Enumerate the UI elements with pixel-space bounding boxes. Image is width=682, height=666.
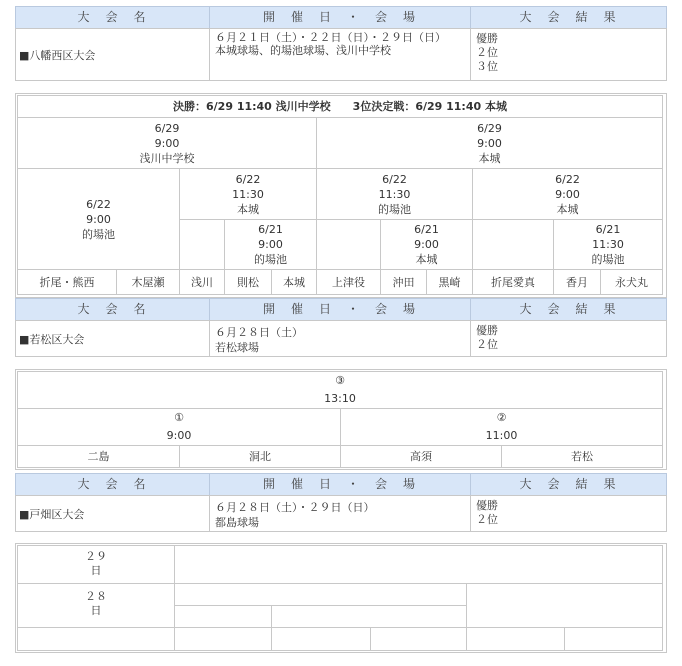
- match-time: 9:00: [258, 238, 283, 251]
- match-venue: 的場池: [82, 227, 115, 241]
- team-cell: 本城: [271, 269, 317, 295]
- quarterfinal-2: [179, 168, 317, 220]
- match-venue: 浅川中学校: [139, 151, 195, 165]
- team-cell: 永犬丸: [600, 269, 663, 295]
- match-time: 9:00: [414, 238, 439, 251]
- result-winner: 優勝: [476, 324, 498, 337]
- team-cell: [174, 627, 272, 651]
- day-29-slot: [174, 545, 663, 584]
- match-time: 11:30: [378, 187, 411, 201]
- result-second: ２位: [476, 338, 498, 351]
- bracket-spacer: [179, 219, 225, 270]
- match-venue: 本城: [415, 253, 438, 266]
- match-venue: 本城: [236, 202, 259, 216]
- match-venue: 的場池: [378, 202, 411, 216]
- match-date: 6/22: [86, 197, 111, 211]
- header-result-1: 大 会 結 果: [470, 6, 667, 29]
- team-cell: 洞北: [179, 445, 341, 468]
- tournament-results-wakamatsu: [470, 320, 667, 357]
- bracket-spacer: [472, 219, 554, 270]
- team-cell: 香月: [553, 269, 601, 295]
- day-29-label: [17, 545, 175, 584]
- day-28-slot-c: [174, 605, 272, 628]
- team-cell: 上津役: [316, 269, 381, 295]
- header-result-2: 大 会 結 果: [470, 298, 667, 321]
- tournament-dates: ６月２１日（土）・２２日（日）・２９日（日）: [215, 31, 446, 44]
- semifinal-left: [17, 117, 317, 169]
- game-2: [340, 408, 663, 446]
- day-28-label: [17, 583, 175, 628]
- team-cell: 折尾愛真: [472, 269, 554, 295]
- day-unit: 日: [90, 564, 102, 577]
- day-28-slot-d: [271, 605, 467, 628]
- round1-match-c: [553, 219, 663, 270]
- header-name-3: 大 会 名: [15, 473, 210, 496]
- match-date: 6/21: [595, 223, 621, 236]
- match-venue: 的場池: [591, 253, 625, 266]
- day-number: ２８: [85, 590, 107, 603]
- match-time: 9:00: [555, 187, 580, 201]
- day-28-slot-b: [466, 583, 663, 628]
- team-cell: 浅川: [179, 269, 225, 295]
- match-time: 11:30: [592, 238, 624, 251]
- final-match: [17, 371, 663, 409]
- quarterfinal-1: [17, 168, 180, 270]
- tournament-name-tobata: ■戸畑区大会: [15, 495, 210, 532]
- team-cell: 折尾・熊西: [17, 269, 117, 295]
- tournament-info-yahatanishi: [209, 28, 471, 81]
- match-number: ③: [335, 374, 345, 387]
- header-name-2: 大 会 名: [15, 298, 210, 321]
- match-date: 6/22: [382, 172, 407, 186]
- result-winner: 優勝: [476, 499, 498, 512]
- team-cell: 沖田: [380, 269, 427, 295]
- match-number: ①: [174, 411, 184, 424]
- tournament-name-wakamatsu: ■若松区大会: [15, 320, 210, 357]
- bracket-final-title: 決勝：6/29 11:40 浅川中学校 3位決定戦：6/29 11:40 本城: [17, 95, 663, 118]
- quarterfinal-3: [316, 168, 473, 220]
- game-1: [17, 408, 341, 446]
- team-cell: 若松: [501, 445, 663, 468]
- result-winner: 優勝: [476, 32, 498, 45]
- tournament-results-tobata: [470, 495, 667, 532]
- tournament-dates: ６月２８日（土）・２９日（日）: [215, 501, 375, 514]
- match-time: 9:00: [166, 429, 192, 442]
- match-date: 6/21: [414, 223, 439, 236]
- header-venue-3: 開 催 日 ・ 会 場: [209, 473, 471, 496]
- match-time: 11:30: [232, 187, 264, 201]
- match-date: 6/22: [555, 172, 580, 186]
- tournament-info-tobata: [209, 495, 471, 532]
- round1-match-a: [224, 219, 317, 270]
- team-cell: 木屋瀬: [116, 269, 180, 295]
- result-second: ２位: [476, 46, 498, 59]
- team-cell: [17, 627, 175, 651]
- round1-match-b: [380, 219, 473, 270]
- match-venue: 本城: [556, 202, 579, 216]
- result-third: ３位: [476, 60, 498, 73]
- match-time: 11:00: [485, 429, 518, 442]
- tournament-name-yahatanishi: ■八幡西区大会: [15, 28, 210, 81]
- team-cell: [466, 627, 565, 651]
- day-28-slot-a: [174, 583, 467, 606]
- tournament-results-yahatanishi: [470, 28, 667, 81]
- match-date: 6/21: [258, 223, 283, 236]
- bracket-spacer: [316, 219, 381, 270]
- result-second: ２位: [476, 513, 498, 526]
- day-unit: 日: [90, 604, 102, 617]
- tournament-info-wakamatsu: [209, 320, 471, 357]
- header-result-3: 大 会 結 果: [470, 473, 667, 496]
- tournament-venues: 若松球場: [215, 341, 259, 354]
- quarterfinal-4: [472, 168, 663, 220]
- match-date: 6/22: [235, 172, 261, 186]
- match-venue: 本城: [478, 151, 501, 165]
- tournament-venues: 本城球場、的場池球場、浅川中学校: [215, 44, 391, 57]
- team-cell: [370, 627, 467, 651]
- team-cell: 高須: [340, 445, 502, 468]
- match-venue: 的場池: [254, 253, 287, 266]
- match-date: 6/29: [477, 121, 502, 135]
- tournament-dates: ６月２８日（土）: [215, 326, 303, 339]
- team-cell: 二島: [17, 445, 180, 468]
- tournament-venues: 都島球場: [215, 516, 259, 529]
- match-time: 13:10: [324, 392, 356, 405]
- match-time: 9:00: [86, 212, 111, 226]
- semifinal-right: [316, 117, 663, 169]
- team-cell: 黒崎: [426, 269, 473, 295]
- match-time: 9:00: [477, 136, 502, 150]
- header-name-1: 大 会 名: [15, 6, 210, 29]
- team-cell: [271, 627, 371, 651]
- match-date: 6/29: [154, 121, 180, 135]
- day-number: ２９: [85, 550, 107, 563]
- team-cell: [564, 627, 663, 651]
- header-venue-1: 開 催 日 ・ 会 場: [209, 6, 471, 29]
- match-time: 9:00: [154, 136, 180, 150]
- team-cell: 則松: [224, 269, 272, 295]
- header-venue-2: 開 催 日 ・ 会 場: [209, 298, 471, 321]
- match-number: ②: [496, 411, 507, 424]
